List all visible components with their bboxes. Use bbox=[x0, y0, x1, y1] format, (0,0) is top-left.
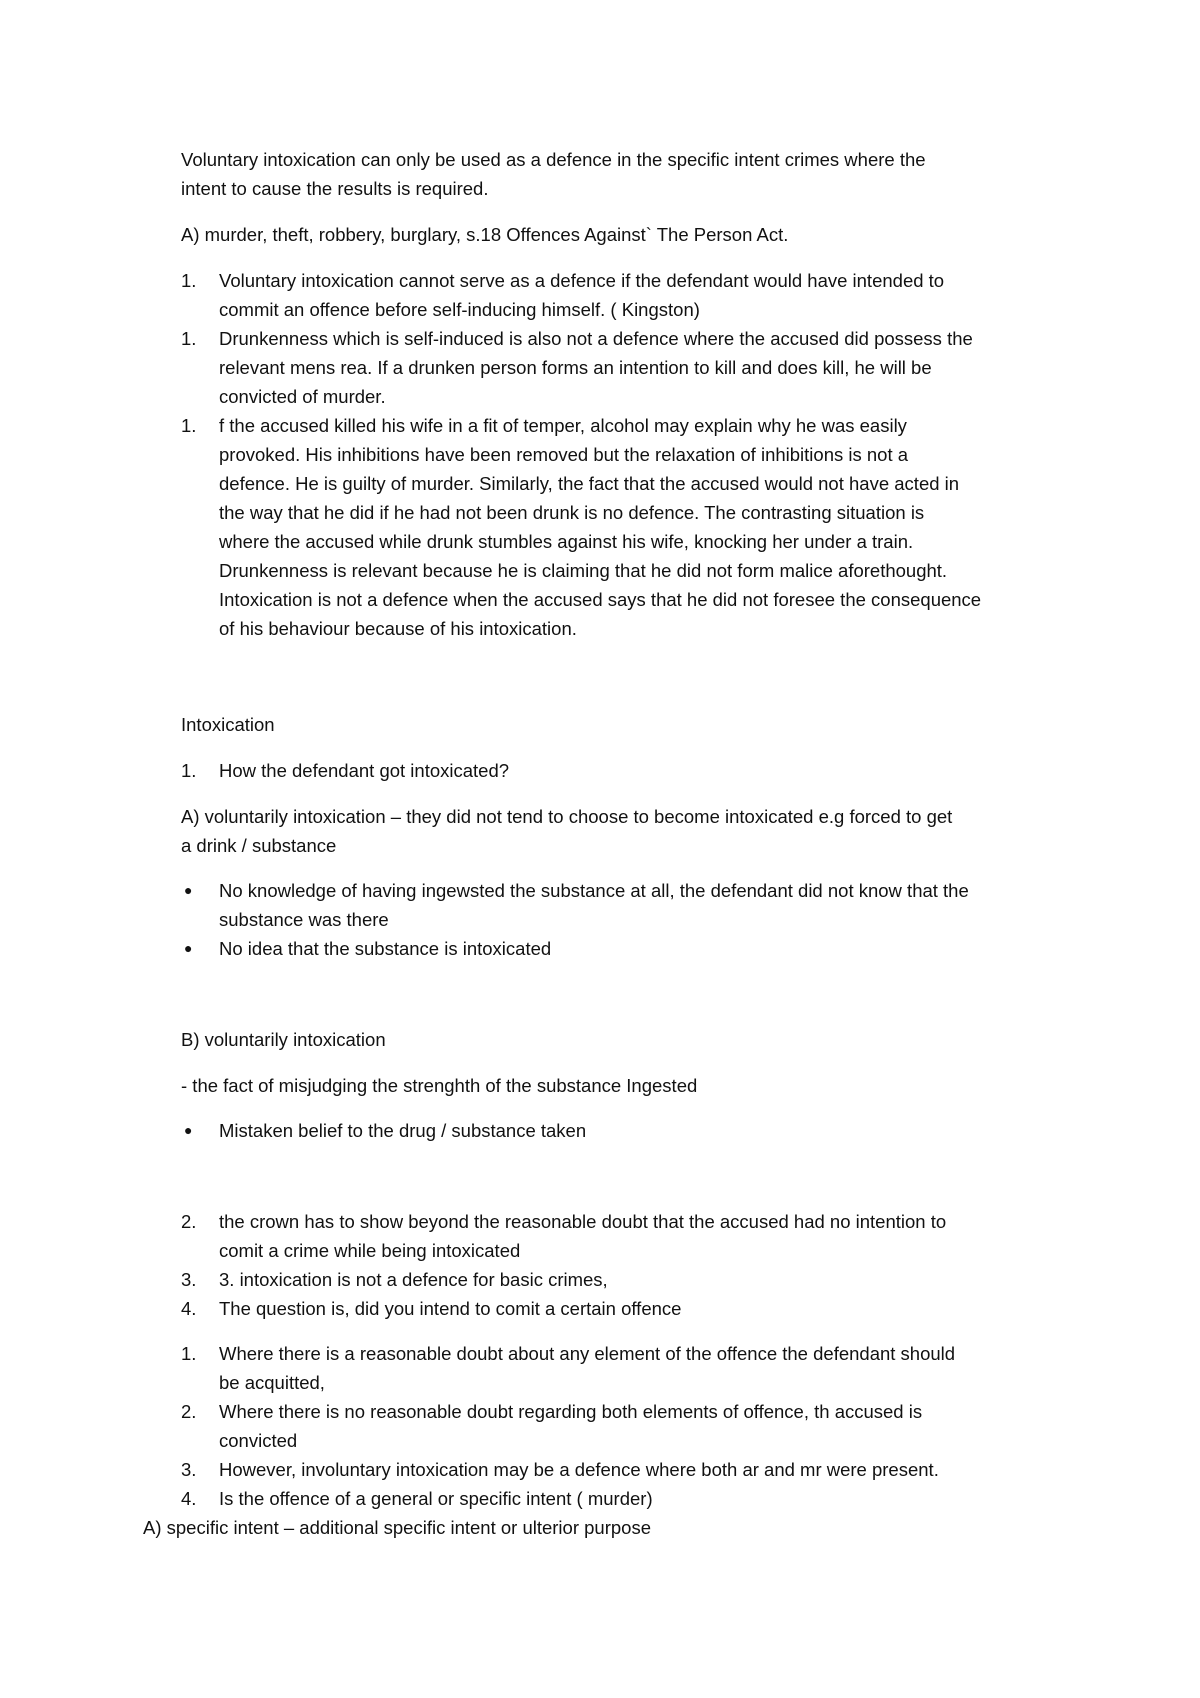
list-item-line: the way that he did if he had not been drunk is no defence. The contrasting situation is bbox=[219, 502, 925, 523]
list-marker: 1. bbox=[181, 760, 197, 781]
list-item-line: Intoxication is not a defence when the accused says that he did not foresee the consequence bbox=[219, 589, 982, 610]
bullet-marker: ● bbox=[184, 940, 193, 956]
list-item-line: Where there is no reasonable doubt regarding both elements of offence, th accused is bbox=[219, 1401, 923, 1422]
list-item-line: comit a crime while being intoxicated bbox=[219, 1240, 521, 1261]
bullet-line: Mistaken belief to the drug / substance taken bbox=[219, 1120, 587, 1141]
list-item-line: Is the offence of a general or specific intent ( murder) bbox=[219, 1488, 653, 1509]
list-item-line: f the accused killed his wife in a fit of temper, alcohol may explain why he was easily bbox=[219, 415, 907, 436]
list-marker: 1. bbox=[181, 1343, 197, 1364]
section-a-line-2: a drink / substance bbox=[181, 835, 337, 856]
intro-line-2: intent to cause the results is required. bbox=[181, 178, 489, 199]
list-item-line: convicted bbox=[219, 1430, 298, 1451]
list-item-line: However, involuntary intoxication may be a defence where both ar and mr were present. bbox=[219, 1459, 939, 1480]
list-item-line: The question is, did you intend to comit a certain offence bbox=[219, 1298, 682, 1319]
list-item-line: Where there is a reasonable doubt about any element of the offence the defendant should bbox=[219, 1343, 956, 1364]
list-item-line: 3. intoxication is not a defence for basic crimes, bbox=[219, 1269, 608, 1290]
list-marker: 2. bbox=[181, 1401, 197, 1422]
list-marker: 1. bbox=[181, 270, 197, 291]
examples-line: A) murder, theft, robbery, burglary, s.18 Offences Against` The Person Act. bbox=[181, 224, 789, 245]
bullet-line: substance was there bbox=[219, 909, 389, 930]
list-item-line: commit an offence before self-inducing himself. ( Kingston) bbox=[219, 299, 700, 320]
bullet-marker: ● bbox=[184, 1122, 193, 1138]
section-heading: Intoxication bbox=[181, 714, 275, 735]
list-item-line: where the accused while drunk stumbles against his wife, knocking her under a train. bbox=[219, 531, 914, 552]
list-item-line: be acquitted, bbox=[219, 1372, 325, 1393]
list-item-line: defence. He is guilty of murder. Similarly, the fact that the accused would not have acted in bbox=[219, 473, 960, 494]
section-b-title: B) voluntarily intoxication bbox=[181, 1029, 386, 1050]
list-item-line: of his behaviour because of his intoxication. bbox=[219, 618, 577, 639]
list-marker: 1. bbox=[181, 328, 197, 349]
intro-line-1: Voluntary intoxication can only be used as a defence in the specific intent crimes where the bbox=[181, 149, 926, 170]
closing-line: A) specific intent – additional specific intent or ulterior purpose bbox=[143, 1517, 651, 1538]
list-marker: 3. bbox=[181, 1459, 197, 1480]
list-marker: 4. bbox=[181, 1298, 197, 1319]
section-a-line-1: A) voluntarily intoxication – they did not tend to choose to become intoxicated e.g forced to get bbox=[181, 806, 953, 827]
bullet-line: No knowledge of having ingewsted the substance at all, the defendant did not know that the bbox=[219, 880, 969, 901]
list-marker: 1. bbox=[181, 415, 197, 436]
list-item-line: How the defendant got intoxicated? bbox=[219, 760, 510, 781]
list-item-line: the crown has to show beyond the reasonable doubt that the accused had no intention to bbox=[219, 1211, 947, 1232]
list-item-line: convicted of murder. bbox=[219, 386, 386, 407]
list-item-line: provoked. His inhibitions have been removed but the relaxation of inhibitions is not a bbox=[219, 444, 909, 465]
list-marker: 3. bbox=[181, 1269, 197, 1290]
list-item-line: Drunkenness which is self-induced is also not a defence where the accused did possess the bbox=[219, 328, 973, 349]
bullet-line: No idea that the substance is intoxicated bbox=[219, 938, 552, 959]
list-marker: 4. bbox=[181, 1488, 197, 1509]
section-b-note: - the fact of misjudging the strenghth of the substance Ingested bbox=[181, 1075, 698, 1096]
list-item-line: relevant mens rea. If a drunken person forms an intention to kill and does kill, he will be bbox=[219, 357, 932, 378]
bullet-marker: ● bbox=[184, 882, 193, 898]
list-item-line: Voluntary intoxication cannot serve as a defence if the defendant would have intended to bbox=[219, 270, 945, 291]
list-item-line: Drunkenness is relevant because he is claiming that he did not form malice aforethought. bbox=[219, 560, 948, 581]
list-marker: 2. bbox=[181, 1211, 197, 1232]
